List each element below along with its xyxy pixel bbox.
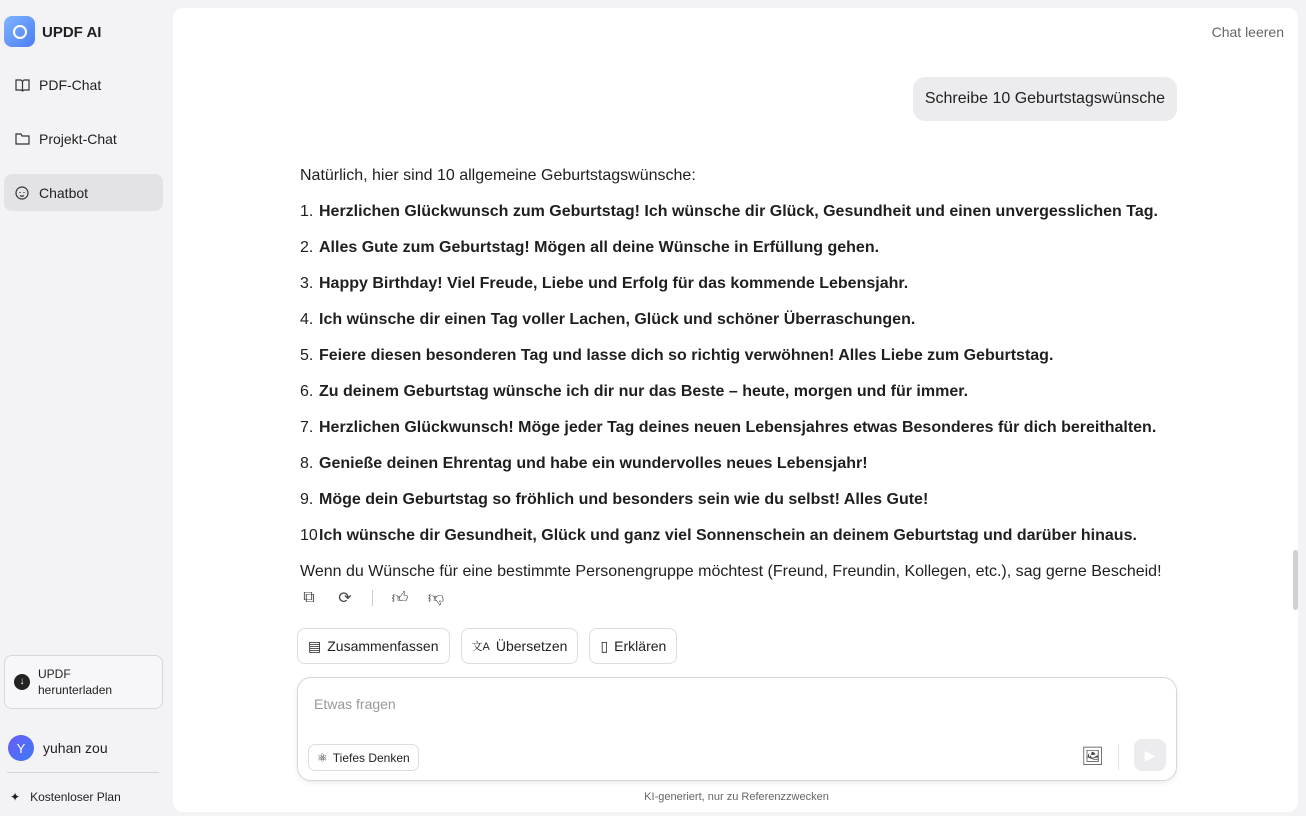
list-item xyxy=(300,410,1180,446)
list-number: 2. xyxy=(300,239,314,256)
download-label-line1: UPDF xyxy=(38,667,71,681)
list-item xyxy=(300,518,1180,554)
book-icon xyxy=(14,76,31,93)
send-button[interactable]: ▶ xyxy=(1134,739,1166,771)
sparkle-icon: ✦ xyxy=(10,790,21,804)
list-number: 6. xyxy=(300,383,314,400)
image-upload-icon[interactable]: 🖼︎ xyxy=(1081,746,1104,766)
answer-outro: Wenn du Wünsche für eine bestimmte Personengruppe möchtest (Freund, Freundin, Kollegen, etc.), sag gerne Bescheid! xyxy=(300,563,1162,580)
answer-intro: Natürlich, hier sind 10 allgemeine Geburtstagswünsche: xyxy=(300,167,696,184)
list-item xyxy=(300,302,1180,338)
translate-label: Übersetzen xyxy=(495,638,568,654)
list-number: 7. xyxy=(300,419,314,436)
input-placeholder: Etwas fragen xyxy=(314,696,396,712)
list-text: Möge dein Geburtstag so fröhlich und besonders sein wie du selbst! Alles Gute! xyxy=(319,491,929,508)
sidebar-item-label: PDF-Chat xyxy=(39,76,102,93)
list-item xyxy=(300,482,1180,518)
list-text: Ich wünsche dir Gesundheit, Glück und ganz viel Sonnenschein an deinem Geburtstag und darüber hinaus. xyxy=(319,527,1137,544)
assistant-message xyxy=(300,158,1180,590)
deep-thinking-toggle[interactable] xyxy=(308,744,419,771)
explain-button[interactable] xyxy=(589,628,677,664)
sidebar-item-pdf-chat[interactable] xyxy=(4,66,163,103)
list-number: 1. xyxy=(300,203,314,220)
list-text: Happy Birthday! Viel Freude, Liebe und Erfolg für das kommende Lebensjahr. xyxy=(319,275,909,292)
list-number: 9. xyxy=(300,491,314,508)
list-number: 3. xyxy=(300,275,314,292)
sidebar-item-label: Chatbot xyxy=(39,184,89,201)
list-item xyxy=(300,230,1180,266)
plan-label: Kostenloser Plan xyxy=(30,790,121,804)
list-text: Alles Gute zum Geburtstag! Mögen all deine Wünsche in Erfüllung gehen. xyxy=(319,239,880,256)
summarize-icon: ▤ xyxy=(308,637,322,654)
translate-icon: 文A xyxy=(471,641,490,653)
list-item xyxy=(300,338,1180,374)
user-message: Schreibe 10 Geburtstagswünsche xyxy=(913,77,1177,121)
list-item xyxy=(300,194,1180,230)
list-number: 8. xyxy=(300,455,314,472)
sidebar-item-label: Projekt-Chat xyxy=(39,130,117,147)
message-actions xyxy=(300,588,445,608)
list-text: Herzlichen Glückwunsch! Möge jeder Tag deines neuen Lebensjahres etwas Besonderes für dich bereithalten. xyxy=(319,419,1157,436)
download-icon: ↓ xyxy=(14,674,30,690)
plan-link[interactable] xyxy=(10,790,121,804)
list-number: 5. xyxy=(300,347,314,364)
user-name: yuhan zou xyxy=(43,740,108,756)
list-text: Zu deinem Geburtstag wünsche ich dir nur das Beste – heute, morgen und für immer. xyxy=(319,383,969,400)
sidebar xyxy=(0,0,172,816)
list-text: Feiere diesen besonderen Tag und lasse dich so richtig verwöhnen! Alles Liebe zum Geburtstag. xyxy=(319,347,1054,364)
folder-icon xyxy=(14,130,31,147)
avatar: Y xyxy=(8,735,34,761)
scrollbar[interactable] xyxy=(1293,550,1298,610)
summarize-label: Zusammenfassen xyxy=(327,638,439,654)
list-item xyxy=(300,374,1180,410)
divider xyxy=(1118,744,1119,770)
explain-label: Erklären xyxy=(614,638,667,654)
book-icon: ▯ xyxy=(600,637,609,654)
list-text: Genieße deinen Ehrentag und habe ein wundervolles neues Lebensjahr! xyxy=(319,455,868,472)
user-profile[interactable] xyxy=(8,735,108,761)
updf-logo-icon xyxy=(4,16,35,47)
deep-thinking-label: Tiefes Denken xyxy=(332,750,410,765)
download-label-line2: herunterladen xyxy=(38,683,113,697)
list-number: 10 xyxy=(300,527,318,544)
copy-icon[interactable]: ⧉ xyxy=(303,589,315,606)
sidebar-item-projekt-chat[interactable] xyxy=(4,120,163,157)
chat-panel xyxy=(173,8,1298,812)
brand-name: UPDF AI xyxy=(42,24,102,41)
summarize-button[interactable] xyxy=(297,628,450,664)
clear-chat-button[interactable]: Chat leeren xyxy=(1211,24,1284,40)
list-text: Herzlichen Glückwunsch zum Geburtstag! Ich wünsche dir Glück, Gesundheit und einen unvergesslichen Tag. xyxy=(319,203,1158,220)
download-updf-button[interactable] xyxy=(4,655,163,709)
chat-input[interactable] xyxy=(297,677,1177,781)
list-item xyxy=(300,266,1180,302)
list-item xyxy=(300,446,1180,482)
list-number: 4. xyxy=(300,311,314,328)
divider xyxy=(372,590,373,606)
disclaimer: KI-generiert, nur zu Referenzzwecken xyxy=(644,791,829,803)
thumbs-up-icon[interactable]: 👍︎ xyxy=(391,589,409,607)
bot-icon xyxy=(14,184,31,201)
regenerate-icon[interactable]: ⟳ xyxy=(338,590,352,607)
sidebar-item-chatbot[interactable] xyxy=(4,174,163,211)
translate-button[interactable] xyxy=(461,628,579,664)
atom-icon: ⚛ xyxy=(317,750,328,765)
list-text: Ich wünsche dir einen Tag voller Lachen, Glück und schöner Überraschungen. xyxy=(319,311,916,328)
divider xyxy=(7,772,159,773)
thumbs-down-icon[interactable]: 👎︎ xyxy=(427,589,445,607)
